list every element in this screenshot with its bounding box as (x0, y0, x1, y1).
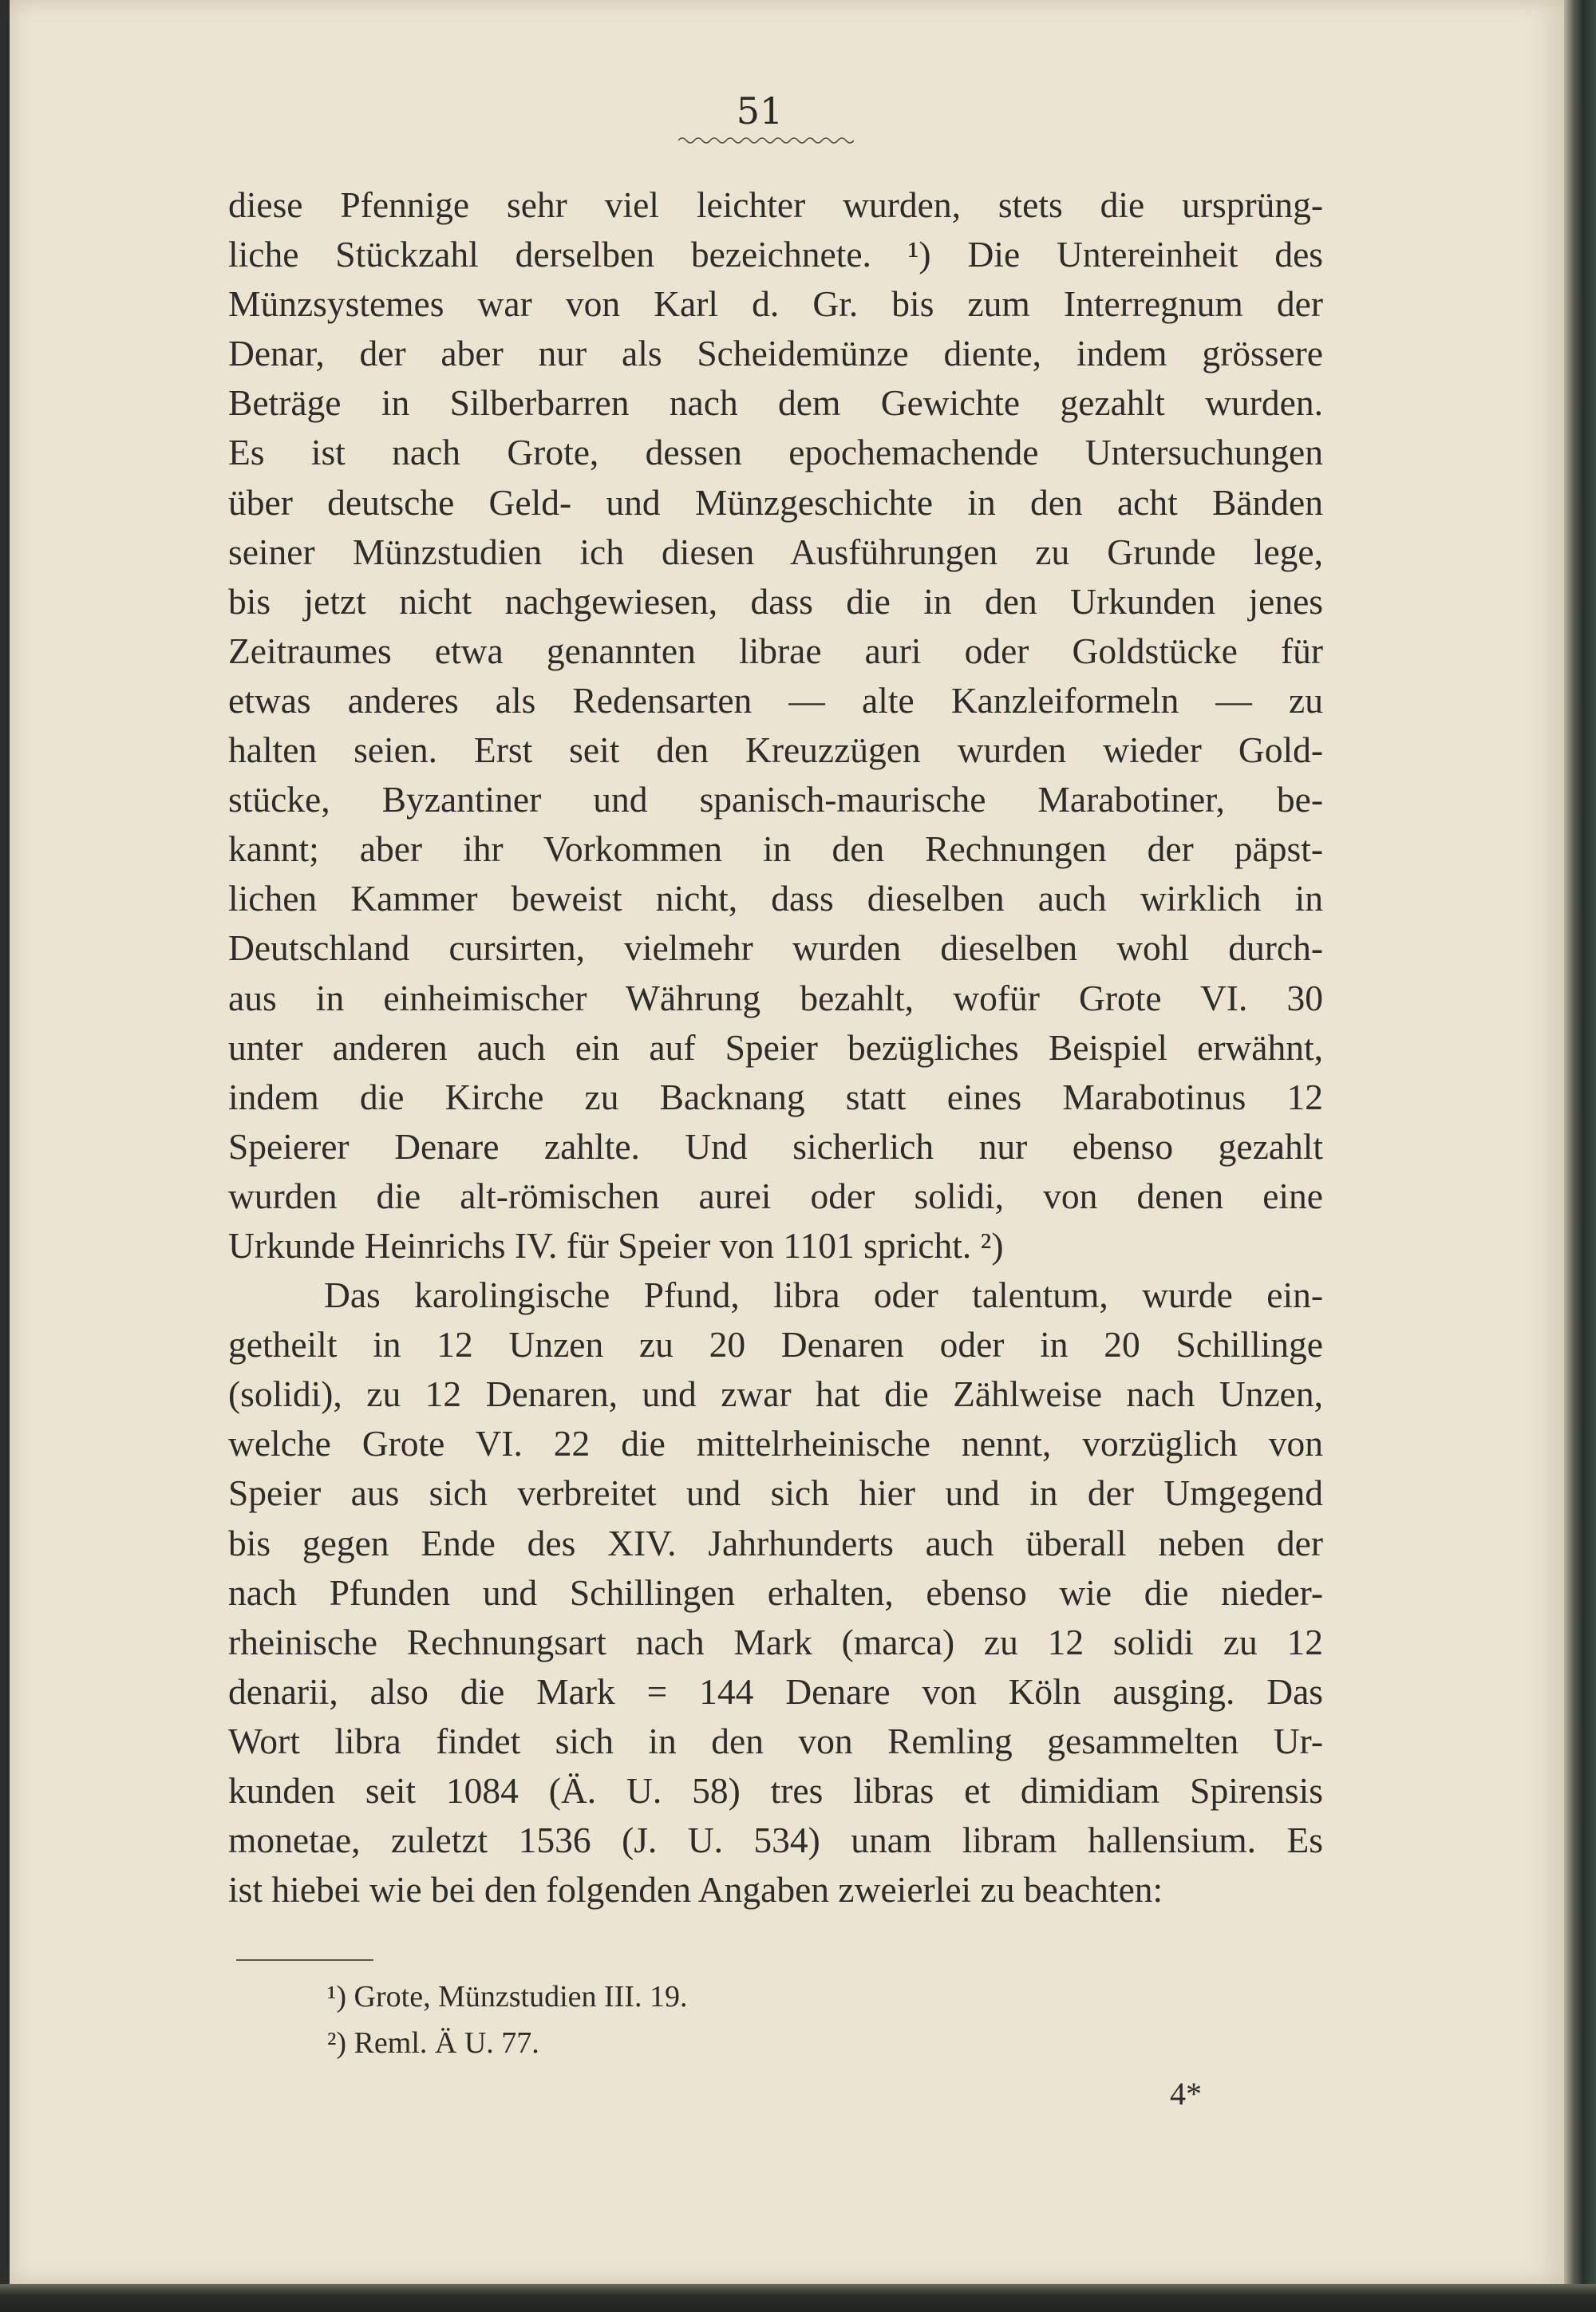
text-line: Beträge in Silberbarren nach dem Gewichte gezahlt wurden. (228, 382, 1323, 424)
text-line: Zeitraumes etwa genannten librae auri oder Goldstücke für (228, 630, 1323, 671)
book-spine (1564, 0, 1596, 2312)
book-page (10, 0, 1564, 2284)
text-line: aus in einheimischer Währung bezahlt, wofür Grote VI. 30 (228, 977, 1323, 1018)
text-line: Es ist nach Grote, dessen epochemachende Untersuchungen (228, 432, 1323, 473)
text-line: Denar, der aber nur als Scheidemünze diente, indem grössere (228, 333, 1323, 374)
footnote-divider (236, 1959, 373, 1961)
text-line: Speier aus sich verbreitet und sich hier und in der Umgegend (228, 1472, 1323, 1514)
text-line: (solidi), zu 12 Denaren, und zwar hat die Zählweise nach Unzen, (228, 1373, 1323, 1415)
text-line: halten seien. Erst seit den Kreuzzügen wurden wieder Gold- (228, 729, 1323, 771)
text-line: kannt; aber ihr Vorkommen in den Rechnungen der päpst- (228, 828, 1323, 870)
signature-mark: 4* (1170, 2076, 1202, 2112)
text-line: monetae, zuletzt 1536 (J. U. 534) unam libram hallensium. Es (228, 1820, 1323, 1861)
text-line: Speierer Denare zahlte. Und sicherlich nur ebenso gezahlt (228, 1125, 1323, 1167)
text-line: nach Pfunden und Schillingen erhalten, ebenso wie die nieder- (228, 1571, 1323, 1613)
text-line: Münzsystemes war von Karl d. Gr. bis zum Interregnum der (228, 283, 1323, 325)
text-line: kunden seit 1084 (Ä. U. 58) tres libras et dimidiam Spirensis (228, 1770, 1323, 1811)
text-line: rheinische Rechnungsart nach Mark (marca) zu 12 solidi zu 12 (228, 1621, 1323, 1662)
text-line: Deutschland cursirten, vielmehr wurden dieselben wohl durch- (228, 927, 1323, 969)
ornament-rule (678, 136, 854, 145)
text-line: ist hiebei wie bei den folgenden Angaben zweierlei zu beachten: (228, 1869, 1163, 1911)
text-line: über deutsche Geld- und Münzgeschichte in den acht Bänden (228, 481, 1323, 523)
footnote-2: ²) Reml. Ä U. 77. (327, 2026, 539, 2060)
text-line: indem die Kirche zu Backnang statt eines Marabotinus 12 (228, 1076, 1323, 1117)
text-line: wurden die alt-römischen aurei oder solidi, von denen eine (228, 1175, 1323, 1216)
text-line: welche Grote VI. 22 die mittelrheinische nennt, vorzüglich von (228, 1423, 1323, 1464)
text-line: denarii, also die Mark = 144 Denare von Köln ausging. Das (228, 1670, 1323, 1712)
text-line: bis jetzt nicht nachgewiesen, dass die in den Urkunden jenes (228, 580, 1323, 622)
text-line: getheilt in 12 Unzen zu 20 Denaren oder in 20 Schillinge (228, 1324, 1323, 1365)
text-line: liche Stückzahl derselben bezeichnete. ¹) Die Untereinheit des (228, 234, 1323, 275)
text-line: Das karolingische Pfund, libra oder talentum, wurde ein- (324, 1275, 1323, 1316)
text-line: bis gegen Ende des XIV. Jahrhunderts auch überall neben der (228, 1522, 1323, 1563)
text-line: stücke, Byzantiner und spanisch-maurische Marabotiner, be- (228, 779, 1323, 820)
text-line: Wort libra findet sich in den von Remling gesammelten Ur- (228, 1720, 1323, 1761)
page-number: 51 (736, 89, 784, 132)
body-text (228, 180, 1323, 1915)
text-line: unter anderen auch ein auf Speier bezügliches Beispiel erwähnt, (228, 1026, 1323, 1068)
text-line: etwas anderes als Redensarten — alte Kanzleiformeln — zu (228, 679, 1323, 721)
footnote-1: ¹) Grote, Münzstudien III. 19. (327, 1980, 688, 2014)
text-line: Urkunde Heinrichs IV. für Speier von 1101 spricht. ²) (228, 1224, 1004, 1266)
text-line: diese Pfennige sehr viel leichter wurden, stets die ursprüng- (228, 184, 1323, 225)
text-line: seiner Münzstudien ich diesen Ausführungen zu Grunde lege, (228, 531, 1323, 572)
text-line: lichen Kammer beweist nicht, dass dieselben auch wirklich in (228, 878, 1323, 919)
page-bottom-edge (0, 2284, 1596, 2312)
